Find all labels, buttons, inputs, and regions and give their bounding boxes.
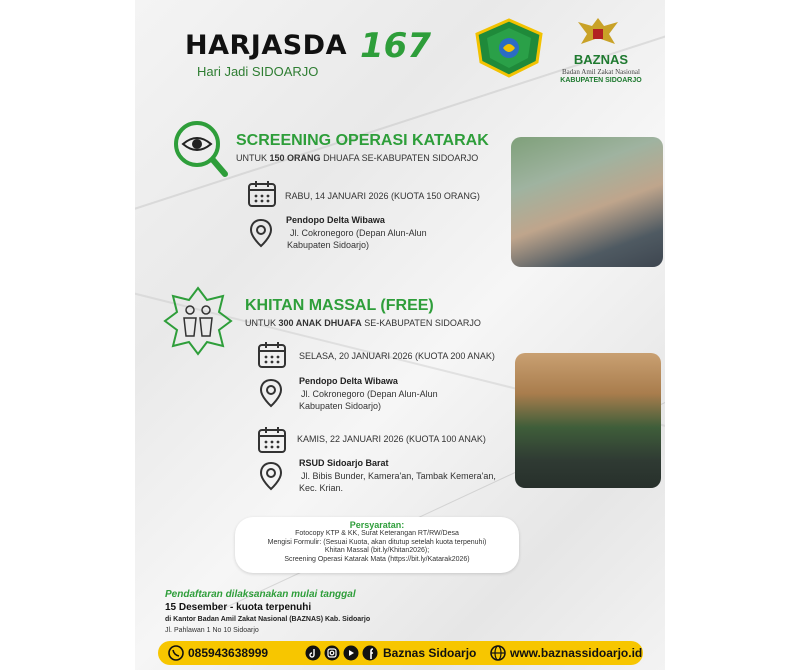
screening-address-1: Jl. Cokronegoro (Depan Alun-Alun [290,228,427,238]
khitan-address-2a: Jl. Bibis Bunder, Kamera'an, Tambak Kemera'an, [301,471,496,481]
registration-address: Jl. Pahlawan 1 No 10 Sidoarjo [165,627,259,634]
sidoarjo-emblem-icon [473,18,545,78]
khitan-sub-bold: 300 ANAK DHUAFA [278,318,362,328]
screening-title: SCREENING OPERASI KATARAK [236,132,489,149]
baznas-name: BAZNAS [573,52,629,67]
screening-sub-prefix: UNTUK [236,153,267,163]
screening-date: RABU, 14 JANUARI 2026 (KUOTA 150 ORANG) [285,191,480,201]
screening-sub-bold: 150 ORANG [269,153,321,163]
khitan-date-1: SELASA, 20 JANUARI 2026 (KUOTA 200 ANAK) [299,351,495,361]
khitan-date-2: KAMIS, 22 JANUARI 2026 (KUOTA 100 ANAK) [297,434,486,444]
whatsapp-icon [168,645,184,661]
requirement-line: Screening Operasi Katarak Mata (https://bit.ly/Katarak2026) [284,555,470,563]
khitan-place-2: RSUD Sidoarjo Barat [299,458,389,468]
eye-magnifier-icon [173,120,233,184]
location-pin-icon [249,218,273,248]
location-pin-icon [259,378,283,408]
calendar-icon [257,341,287,369]
screening-address-2: Kabupaten Sidoarjo) [287,240,370,250]
registration-office: di Kantor Badan Amil Zakat Nasional (BAZNAS) Kab. Sidoarjo [165,616,371,623]
calendar-icon [247,180,277,208]
requirements-box [235,517,519,573]
globe-icon [490,645,506,661]
khitan-address-1a: Jl. Cokronegoro (Depan Alun-Alun [301,389,438,399]
calendar-icon [257,426,287,454]
khitan-address-2b: Kec. Krian. [299,483,344,493]
requirement-line: Mengisi Formulir: (Sesuai Kuota, akan ditutup setelah kuota terpenuhi) [267,538,487,546]
khitan-address-1b: Kabupaten Sidoarjo) [299,401,382,411]
social-handle[interactable]: Baznas Sidoarjo [383,646,477,660]
screening-place: Pendopo Delta Wibawa [286,215,385,225]
website-link[interactable]: www.baznassidoarjo.id [510,646,643,660]
poster-subtitle: Hari Jadi SIDOARJO [197,64,319,79]
khitan-sub-suffix: SE-KABUPATEN SIDOARJO [364,318,481,328]
screening-sub-suffix: DHUAFA SE-KABUPATEN SIDOARJO [323,153,479,163]
baznas-subtitle: Badan Amil Zakat Nasional [562,68,640,76]
phone-number[interactable]: 085943638999 [188,646,269,660]
instagram-icon [324,645,340,661]
registration-dates: 15 Desember - kuota terpenuhi [165,602,312,613]
khitan-star-icon [163,286,233,356]
contact-footer [158,641,643,665]
poster-title: HARJASDA [185,30,347,61]
khitan-title: KHITAN MASSAL (FREE) [245,297,434,314]
khitan-photo [515,353,661,488]
registration-intro: Pendaftaran dilaksanakan mulai tanggal [165,589,356,600]
khitan-sub-prefix: UNTUK [245,318,276,328]
baznas-region: KABUPATEN SIDOARJO [560,77,642,84]
tiktok-icon [305,645,321,661]
location-pin-icon [259,461,283,491]
screening-photo [511,137,663,267]
screening-subtitle [236,153,478,163]
youtube-icon [343,645,359,661]
requirement-line: Khitan Massal (bit.ly/Khitan2026); [324,547,430,555]
facebook-icon [362,645,378,661]
khitan-subtitle [245,318,481,328]
khitan-place-1: Pendopo Delta Wibawa [299,376,398,386]
anniversary-number: 167 [360,26,431,66]
requirement-line: Fotocopy KTP & KK, Surat Keterangan RT/RW/Desa [295,530,459,537]
garuda-logo-icon [573,14,623,54]
requirements-heading: Persyaratan: [349,520,405,530]
event-poster [135,0,665,670]
